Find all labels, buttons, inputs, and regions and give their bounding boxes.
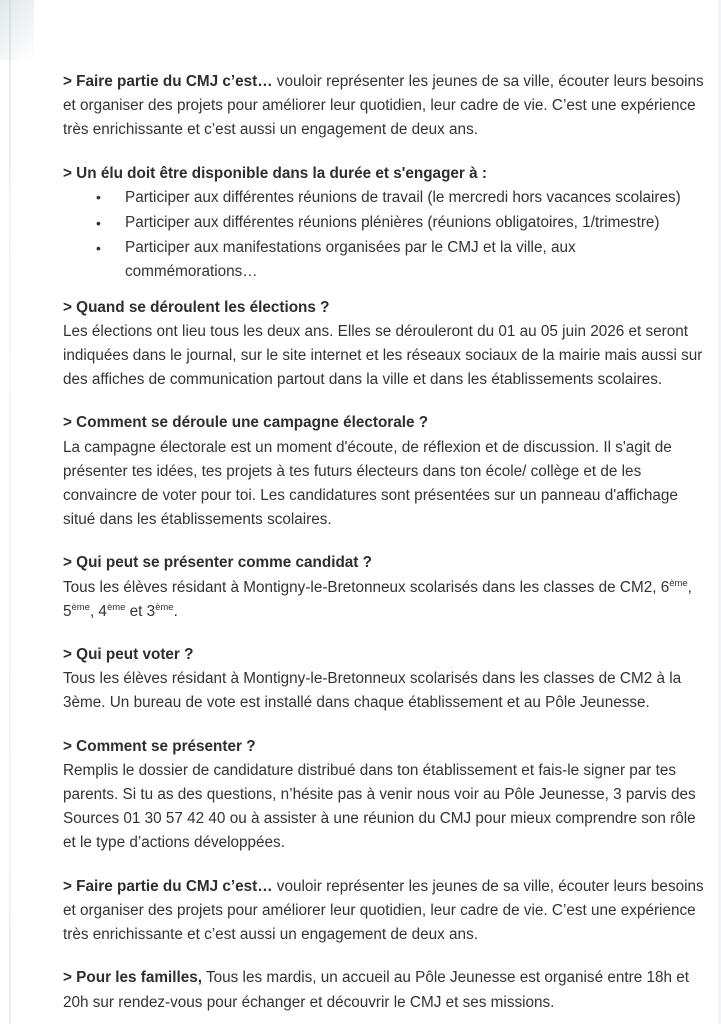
section-commitment bbox=[63, 162, 711, 285]
candidate-body-text-1: Tous les élèves résidant à Montigny-le-Bretonneux scolarisés dans les classes de CM2, 6 bbox=[63, 578, 670, 596]
ordinal-suffix-4eme: ème bbox=[106, 601, 126, 613]
list-item-text: Participer aux différentes réunions de travail (le mercredi hors vacances scolaires) bbox=[125, 188, 681, 206]
commitment-heading: > Un élu doit être disponible dans la durée et s'engager à : bbox=[63, 164, 487, 182]
intro-paragraph-text: vouloir représenter les jeunes de sa ville, écouter leurs besoins et organiser des projets pour améliorer leur quotidien, leur cadre de vie. C’est une expérience très enrichissante et c’est aussi un engagement de deux ans. bbox=[63, 73, 704, 139]
apply-heading: > Comment se présenter ? bbox=[63, 737, 256, 755]
voter-heading: > Qui peut voter ? bbox=[63, 646, 194, 664]
section-elections bbox=[63, 296, 711, 393]
candidate-heading: > Qui peut se présenter comme candidat ? bbox=[63, 554, 373, 572]
ordinal-suffix-5eme: ème bbox=[71, 601, 90, 613]
section-candidate bbox=[63, 551, 711, 624]
section-repeat-intro bbox=[63, 875, 711, 948]
voter-body: Tous les élèves résidant à Montigny-le-Bretonneux scolarisés dans les classes de CM2 à la 3ème. Un bureau de vote est installé dans chaque établissement et au Pôle Jeunesse. bbox=[63, 670, 682, 712]
apply-body: Remplis le dossier de candidature distribué dans ton établissement et fais-le signer par tes parents. Si tu as des questions, n’hésite pas à venir nous voir au Pôle Jeunesse, 3 parvis des Sources 01 30 57 42 40 ou à assister à une réunion du CMJ pour mieux comprendre son rôle et le type d’actions développées. bbox=[63, 761, 696, 852]
candidate-body-text-3: , 4 bbox=[89, 602, 107, 620]
ordinal-suffix-6eme: ème bbox=[669, 577, 688, 589]
list-item bbox=[63, 211, 711, 235]
elections-heading: > Quand se déroulent les élections ? bbox=[63, 298, 330, 316]
candidate-body-text-4: et 3 bbox=[125, 602, 156, 620]
families-text: Tous les mardis, un accueil au Pôle Jeunesse est organisé entre 18h et 20h sur rendez-vous pour échanger et découvrir le CMJ et ses missions. bbox=[63, 969, 689, 1011]
candidate-body-text-2: , 5 bbox=[63, 578, 692, 620]
repeat-intro-lead-label: > Faire partie du CMJ c’est… bbox=[63, 877, 273, 895]
section-campaign bbox=[63, 411, 711, 532]
campaign-heading: > Comment se déroule une campagne électorale ? bbox=[63, 414, 429, 432]
campaign-body: La campagne électorale est un moment d'écoute, de réflexion et de discussion. Il s'agit de présenter tes idées, tes projets à tes futurs électeurs dans ton école/ collège et de les convaincre de voter pour toi. Les candidatures sont présentées sur un panneau d'affichage situé dans les établissements scolaires. bbox=[63, 438, 678, 529]
ordinal-suffix-3eme: ème bbox=[155, 601, 174, 613]
document-body bbox=[63, 70, 711, 1015]
families-paragraph bbox=[63, 966, 711, 1014]
list-item-text: Participer aux différentes réunions plénières (réunions obligatoires, 1/trimestre) bbox=[125, 214, 660, 232]
list-item bbox=[63, 186, 711, 210]
section-voter bbox=[63, 643, 711, 716]
repeat-intro-paragraph bbox=[63, 875, 711, 948]
intro-paragraph bbox=[63, 70, 711, 143]
list-item bbox=[63, 236, 711, 284]
candidate-body bbox=[63, 576, 711, 624]
candidate-body-text-5: . bbox=[173, 602, 178, 620]
repeat-intro-text: vouloir représenter les jeunes de sa ville, écouter leurs besoins et organiser des projets pour améliorer leur quotidien, leur cadre de vie. C’est une expérience très enrichissante et c’est aussi un engagement de deux ans. bbox=[63, 877, 704, 944]
intro-lead-label: > Faire partie du CMJ c’est… bbox=[63, 73, 273, 90]
commitment-list bbox=[63, 186, 711, 285]
list-item-text: Participer aux manifestations organisées par le CMJ et la ville, aux commémorations… bbox=[125, 239, 576, 281]
families-lead-label: > Pour les familles, bbox=[63, 969, 203, 987]
section-apply bbox=[63, 735, 711, 856]
elections-body: Les élections ont lieu tous les deux ans. Elles se dérouleront du 01 au 05 juin 2026 et seront indiquées dans le journal, sur le site internet et les réseaux sociaux de la mairie mais aussi sur des affiches de communication partout dans la ville et dans les établissements scolaires. bbox=[63, 322, 703, 389]
section-families bbox=[63, 966, 711, 1014]
section-intro bbox=[63, 70, 711, 143]
